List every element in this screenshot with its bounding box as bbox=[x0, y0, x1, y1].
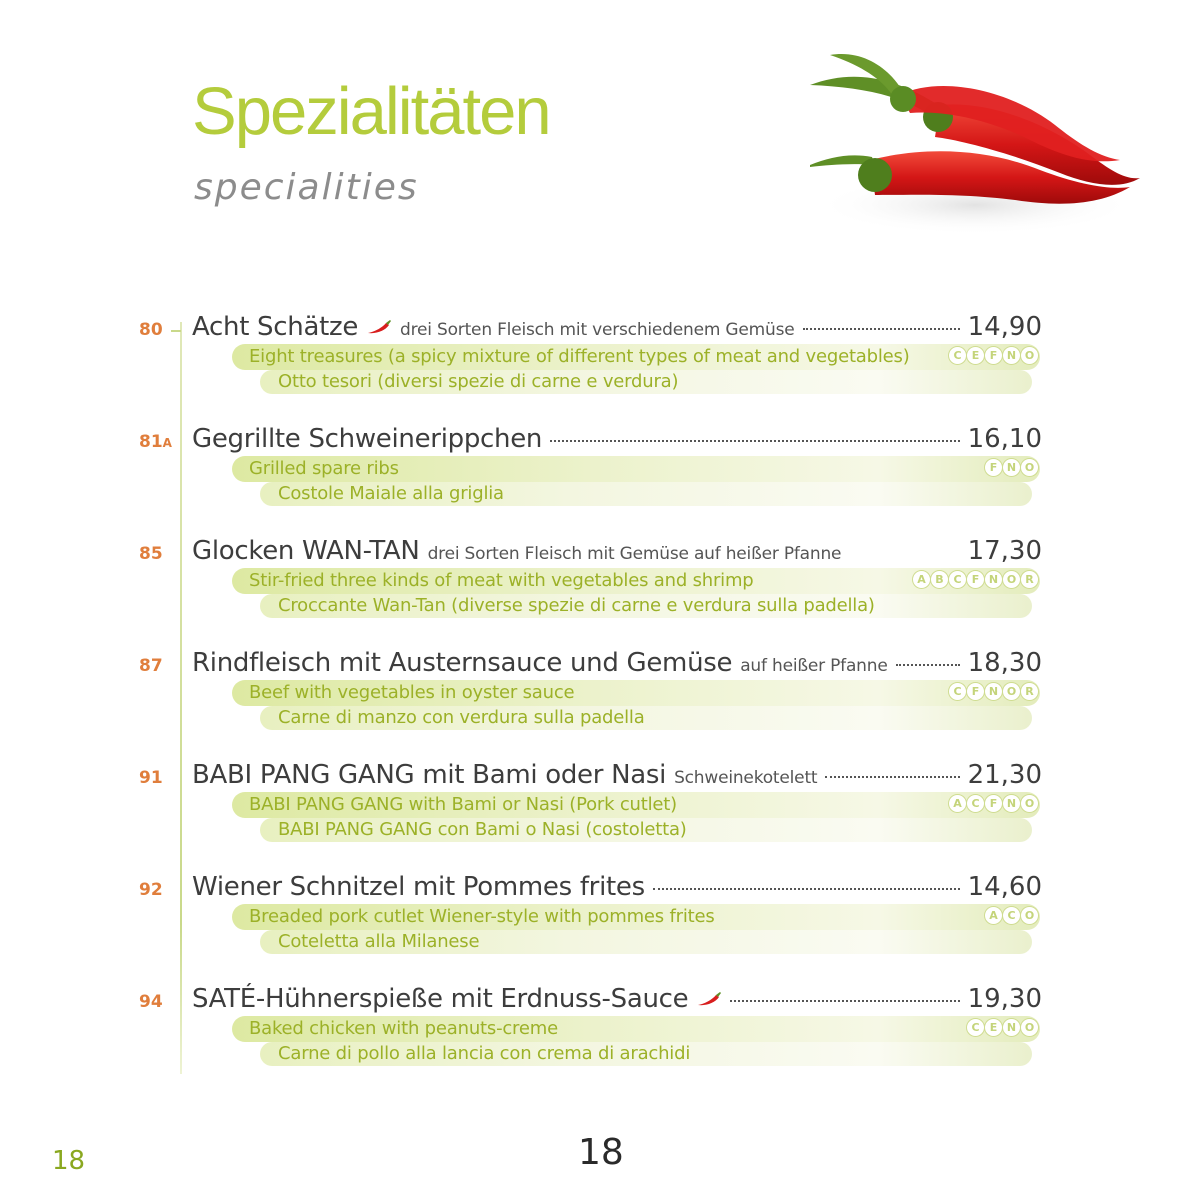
item-number bbox=[139, 546, 163, 563]
item-price: 14,60 bbox=[967, 872, 1042, 902]
allergen-badge: F bbox=[985, 347, 1002, 364]
item-number-value: 85 bbox=[139, 544, 163, 564]
item-name: BABI PANG GANG mit Bami oder Nasi bbox=[192, 760, 667, 790]
item-number-value: 94 bbox=[139, 992, 163, 1012]
item-price: 16,10 bbox=[967, 424, 1042, 454]
allergen-badge: C bbox=[949, 571, 966, 588]
item-english: Baked chicken with peanuts-creme bbox=[249, 1018, 558, 1039]
item-name-row bbox=[192, 536, 1042, 572]
item-name: Glocken WAN-TAN bbox=[192, 536, 420, 566]
dot-leader bbox=[896, 664, 960, 666]
dot-leader bbox=[730, 1000, 959, 1002]
allergen-badge: A bbox=[949, 795, 966, 812]
page-title: Spezialitäten bbox=[192, 74, 550, 149]
allergen-badges bbox=[949, 683, 1038, 700]
item-description: drei Sorten Fleisch mit Gemüse auf heißer Pfanne bbox=[427, 544, 842, 564]
item-number bbox=[139, 770, 163, 787]
allergen-badge: N bbox=[1003, 795, 1020, 812]
allergen-badge: F bbox=[967, 571, 984, 588]
page-number-center: 18 bbox=[578, 1132, 624, 1173]
allergen-badge: N bbox=[985, 683, 1002, 700]
item-number-value: 92 bbox=[139, 880, 163, 900]
item-name-row bbox=[192, 760, 1042, 796]
allergen-badge: N bbox=[1003, 459, 1020, 476]
item-english: Stir-fried three kinds of meat with vegetables and shrimp bbox=[249, 570, 754, 591]
item-price: 18,30 bbox=[967, 648, 1042, 678]
allergen-badges bbox=[913, 571, 1038, 588]
item-italian: BABI PANG GANG con Bami o Nasi (costoletta) bbox=[278, 819, 687, 840]
allergen-badge: C bbox=[967, 1019, 984, 1036]
allergen-badge: F bbox=[985, 459, 1002, 476]
menu-item bbox=[0, 648, 1200, 770]
item-name: Gegrillte Schweinerippchen bbox=[192, 424, 543, 454]
item-name: SATÉ-Hühnerspieße mit Erdnuss-Sauce bbox=[192, 984, 689, 1014]
chili-icon bbox=[366, 319, 392, 335]
item-description: Schweinekotelett bbox=[674, 768, 818, 788]
page-subtitle: specialities bbox=[194, 167, 419, 208]
menu-item bbox=[0, 984, 1200, 1106]
item-price: 17,30 bbox=[967, 536, 1042, 566]
item-number-value: 80 bbox=[139, 320, 163, 340]
item-name: Acht Schätze bbox=[192, 312, 359, 342]
item-english: Eight treasures (a spicy mixture of different types of meat and vegetables) bbox=[249, 346, 910, 367]
allergen-badge: F bbox=[985, 795, 1002, 812]
allergen-badge: C bbox=[967, 795, 984, 812]
allergen-badge: C bbox=[949, 683, 966, 700]
dot-leader bbox=[825, 776, 959, 778]
item-name: Rindfleisch mit Austernsauce und Gemüse bbox=[192, 648, 733, 678]
chili-icon bbox=[696, 991, 722, 1007]
allergen-badges bbox=[985, 907, 1038, 924]
item-italian: Croccante Wan-Tan (diverse spezie di carne e verdura sulla padella) bbox=[278, 595, 875, 616]
item-name-row bbox=[192, 424, 1042, 460]
allergen-badge: B bbox=[931, 571, 948, 588]
allergen-badge: R bbox=[1021, 683, 1038, 700]
allergen-badges bbox=[949, 347, 1038, 364]
allergen-badge: O bbox=[1003, 571, 1020, 588]
item-number bbox=[139, 882, 163, 899]
item-number bbox=[139, 434, 172, 451]
item-italian: Costole Maiale alla griglia bbox=[278, 483, 504, 504]
allergen-badge: O bbox=[1021, 1019, 1038, 1036]
item-number bbox=[139, 322, 163, 339]
item-number-value: 87 bbox=[139, 656, 163, 676]
item-italian: Otto tesori (diversi spezie di carne e verdura) bbox=[278, 371, 679, 392]
page-number-left: 18 bbox=[52, 1146, 86, 1176]
dot-leader bbox=[550, 440, 959, 442]
item-italian: Carne di pollo alla lancia con crema di arachidi bbox=[278, 1043, 691, 1064]
allergen-badge: O bbox=[1021, 907, 1038, 924]
allergen-badges bbox=[985, 459, 1038, 476]
item-number-value: 81 bbox=[139, 432, 163, 452]
allergen-badge: C bbox=[1003, 907, 1020, 924]
allergen-badge: C bbox=[949, 347, 966, 364]
item-name-row bbox=[192, 984, 1042, 1020]
item-name-row bbox=[192, 872, 1042, 908]
item-number bbox=[139, 658, 163, 675]
allergen-badge: F bbox=[967, 683, 984, 700]
item-english: Beef with vegetables in oyster sauce bbox=[249, 682, 575, 703]
item-name-row bbox=[192, 312, 1042, 348]
dot-leader bbox=[803, 328, 960, 330]
menu-item bbox=[0, 872, 1200, 994]
allergen-badge: N bbox=[1003, 347, 1020, 364]
allergen-badge: O bbox=[1021, 459, 1038, 476]
chili-peppers-image bbox=[790, 45, 1150, 255]
allergen-badges bbox=[949, 795, 1038, 812]
allergen-badges bbox=[967, 1019, 1038, 1036]
allergen-badge: E bbox=[985, 1019, 1002, 1036]
allergen-badge: A bbox=[985, 907, 1002, 924]
allergen-badge: O bbox=[1003, 683, 1020, 700]
allergen-badge: R bbox=[1021, 571, 1038, 588]
item-italian: Carne di manzo con verdura sulla padella bbox=[278, 707, 645, 728]
menu-item bbox=[0, 760, 1200, 882]
item-price: 14,90 bbox=[967, 312, 1042, 342]
item-description: auf heißer Pfanne bbox=[740, 656, 888, 676]
allergen-badge: O bbox=[1021, 347, 1038, 364]
item-number-value: 91 bbox=[139, 768, 163, 788]
allergen-badge: N bbox=[985, 571, 1002, 588]
item-english: BABI PANG GANG with Bami or Nasi (Pork cutlet) bbox=[249, 794, 677, 815]
item-english: Grilled spare ribs bbox=[249, 458, 399, 479]
item-name-row bbox=[192, 648, 1042, 684]
item-english: Breaded pork cutlet Wiener-style with pommes frites bbox=[249, 906, 715, 927]
item-number bbox=[139, 994, 163, 1011]
item-price: 19,30 bbox=[967, 984, 1042, 1014]
allergen-badge: O bbox=[1021, 795, 1038, 812]
allergen-badge: A bbox=[913, 571, 930, 588]
allergen-badge: N bbox=[1003, 1019, 1020, 1036]
item-italian: Coteletta alla Milanese bbox=[278, 931, 480, 952]
menu-item bbox=[0, 312, 1200, 434]
menu-item bbox=[0, 536, 1200, 658]
item-price: 21,30 bbox=[967, 760, 1042, 790]
item-description: drei Sorten Fleisch mit verschiedenem Gemüse bbox=[400, 320, 795, 340]
menu-item bbox=[0, 424, 1200, 546]
allergen-badge: E bbox=[967, 347, 984, 364]
dot-leader bbox=[653, 888, 960, 890]
item-number-suffix: A bbox=[162, 436, 172, 450]
item-name: Wiener Schnitzel mit Pommes frites bbox=[192, 872, 645, 902]
